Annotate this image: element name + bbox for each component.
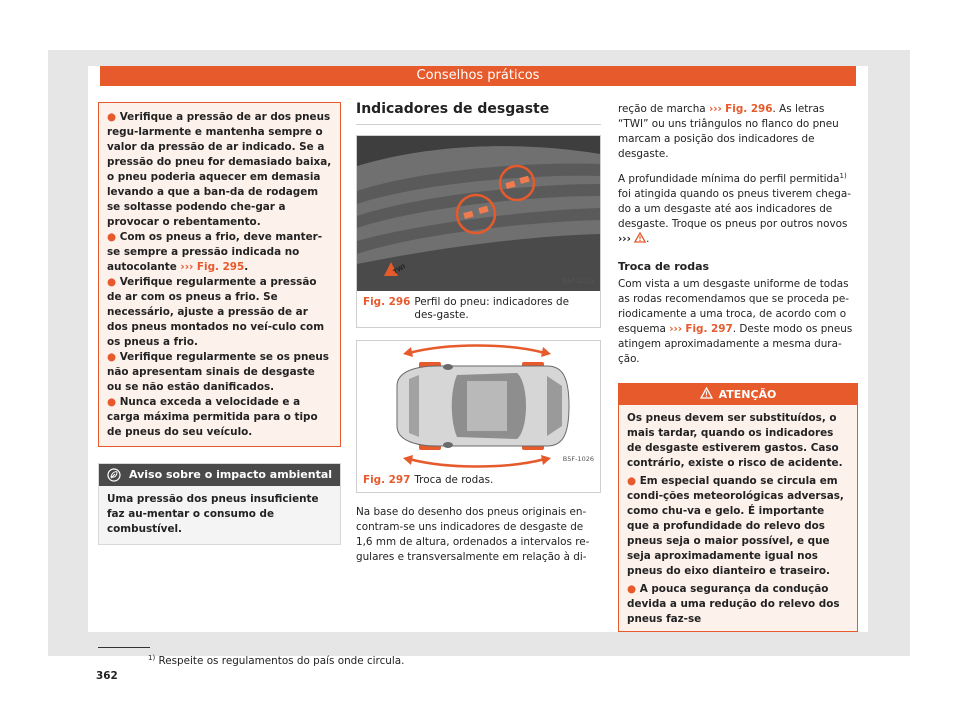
body-paragraph: Com vista a um desgaste uniforme de todas as rodas recomendamos que se proceda pe-riodicamente a uma troca, de acordo com o esquema ››› Fig. 297. Deste modo os pneus atingem aproximadamente a mesma dura-ção. (618, 278, 853, 365)
body-paragraph: reção de marcha ››› Fig. 296. As letras “TWI” ou uns triângulos no flanco do pneu marcam a posição dos indicadores de desgaste. (618, 103, 839, 160)
bullet-icon: ● (627, 475, 637, 487)
figure-label: Fig. 296 (363, 296, 411, 308)
warning-continuation-box (98, 102, 341, 447)
list-item: ● A pouca segurança da condução devida a uma redução do relevo dos pneus faz-se (627, 583, 840, 625)
fig-296-link[interactable]: Fig. 296 (725, 103, 773, 115)
footnote-mark[interactable]: 1) (839, 172, 847, 180)
figure-code: B5F-1025 (562, 277, 594, 285)
environment-notice-box (98, 463, 341, 545)
bullet-icon: ● (107, 276, 117, 288)
wheel-rotation-image (357, 341, 600, 469)
bullet-icon: ● (627, 583, 637, 595)
subsection-title: Troca de rodas (618, 260, 710, 273)
figure-297-caption: Fig. 297 Troca de rodas. (363, 474, 494, 486)
attention-text: Os pneus devem ser substituídos, o mais tardar, quando os indicadores de desgaste estiverem gastos. Caso contrário, existe o risco de acidente. ● Em especial quando se circula em condi-ções meteorológicas adversas, como chu-va e gelo. É importante que a profundidade do relevo dos pneus seja o maior possível, e que seja aproximadamente igual nos pneus do eixo dianteiro e traseiro. ● A pouca segurança da condução devida a uma redução do relevo dos pneus faz-se (619, 405, 857, 631)
list-item: ● Nunca exceda a velocidade e a carga máxima permitida para o tipo de pneus do seu veículo. (107, 396, 318, 438)
bullet-icon: ● (107, 231, 117, 243)
figure-label: Fig. 297 (363, 474, 411, 486)
warning-triangle-icon[interactable] (634, 232, 646, 243)
bullet-icon: ● (107, 396, 117, 408)
list-item: ● Verifique a pressão de ar dos pneus regu-larmente e mantenha sempre o valor da pressão de ar indicado. Se a pressão do pneu for demasiado baixa, o pneu poderia aquecer em demasia levando a que a ban-da de rodagem se soltasse podendo che-gar a provocar o rebentamento. (107, 111, 332, 228)
xref-arrows: ››› (669, 323, 683, 335)
tire-tread-image (357, 136, 600, 291)
environment-notice-header: Aviso sobre o impacto ambiental (99, 464, 340, 486)
xref-arrows: ››› (180, 261, 194, 273)
bullet-icon: ● (107, 111, 117, 123)
fig-297-link[interactable]: Fig. 297 (685, 323, 733, 335)
page-background (48, 50, 910, 682)
page-number: 362 (96, 670, 118, 682)
attention-header: ATENÇÃO (619, 384, 857, 405)
list-item: ● Com os pneus a frio, deve manter-se sempre a pressão indicada no autocolante ››› Fig. 295. (107, 231, 323, 273)
section-title: Indicadores de desgaste (356, 102, 601, 125)
list-item: ● Verifique regularmente a pressão de ar com os pneus a frio. Se necessário, ajuste a pressão de ar dos pneus montados no veí-culo com os pneus a frio. (107, 276, 325, 348)
leaf-icon (107, 468, 121, 482)
column-middle (356, 102, 601, 565)
list-item: ● Em especial quando se circula em condi-ções meteorológicas adversas, como chu-va e gelo. É importante que a profundidade do relevo dos pneus seja o maior possível, e que seja aproximadamente igual nos pneus do eixo dianteiro e traseiro. (627, 475, 844, 577)
list-item: ● Verifique regularmente se os pneus não apresentam sinais de desgaste ou se não estão danificados. (107, 351, 329, 393)
body-paragraph: A profundidade mínima do perfil permitida$^{1)}$ foi atingida quando os pneus tiverem chega-do a um desgaste até aos indicadores de desgaste. Troque os pneus por outros novos ››› . (618, 172, 851, 245)
column-left (98, 102, 341, 545)
xref-arrows: ››› (618, 233, 631, 245)
footnote-mark: 1) (148, 654, 156, 662)
twi-mark-label: TWI (392, 263, 407, 276)
body-paragraph: Na base do desenho dos pneus originais en-contram-se uns indicadores de desgaste de 1,6 mm de altura, ordenados a intervalos re-gulares e transversalmente em relação à di- (356, 506, 590, 563)
figure-code: B5F-1026 (562, 455, 594, 463)
environment-notice-text: Uma pressão dos pneus insuficiente faz au-mentar o consumo de combustível. (107, 493, 319, 535)
figure-296 (356, 135, 601, 328)
attention-box (618, 383, 858, 632)
figure-296-caption: Fig. 296 Perfil do pneu: indicadores de des-gaste. (363, 296, 570, 321)
page-header: Conselhos práticos (100, 66, 856, 86)
manual-page (88, 66, 868, 632)
warning-triangle-icon (700, 387, 713, 399)
column-right (618, 102, 858, 632)
car-top-view-illustration (357, 341, 600, 469)
footnote: $^{1)}$ Respeite os regulamentos do país onde circula. (148, 654, 405, 667)
figure-297 (356, 340, 601, 493)
bullet-icon: ● (107, 351, 117, 363)
footnote-divider (98, 647, 150, 648)
fig-295-link[interactable]: Fig. 295 (196, 261, 245, 273)
xref-arrows: ››› (708, 103, 722, 115)
